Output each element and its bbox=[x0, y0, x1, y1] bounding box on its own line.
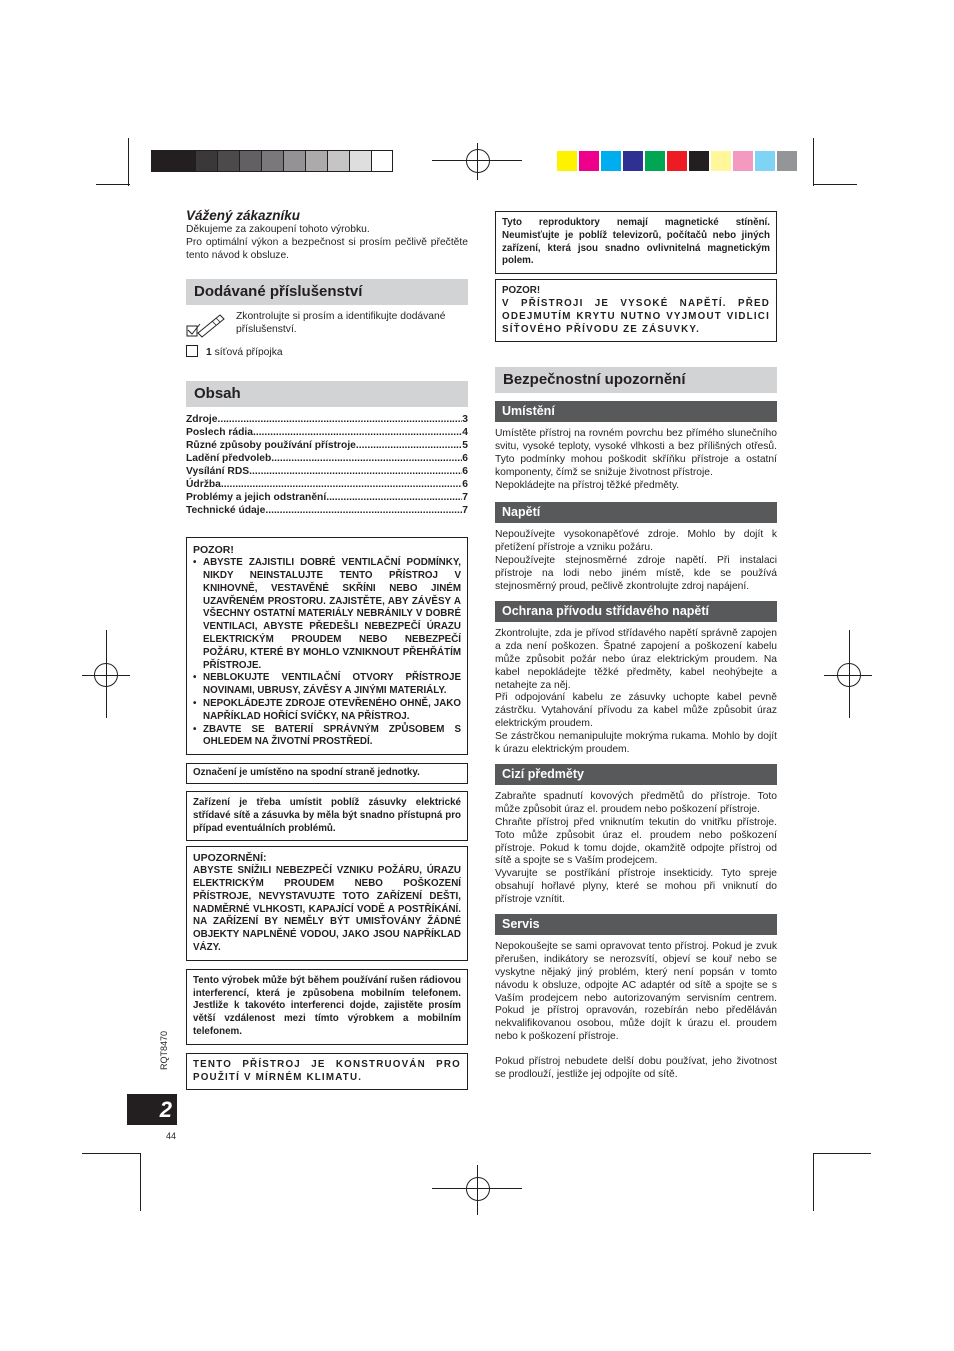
contents-heading: Obsah bbox=[186, 381, 468, 407]
toc-row[interactable] bbox=[186, 505, 468, 518]
toc-row[interactable] bbox=[186, 492, 468, 505]
toc-row[interactable] bbox=[186, 466, 468, 479]
safety-subheading: Ochrana přívodu střídavého napětí bbox=[495, 601, 777, 622]
gray-swatch bbox=[173, 150, 195, 172]
toc-leader bbox=[217, 414, 462, 427]
gray-swatch bbox=[195, 150, 217, 172]
color-swatch bbox=[556, 150, 578, 172]
pen-check-icon bbox=[186, 311, 230, 341]
color-swatch bbox=[600, 150, 622, 172]
safety-paragraph: Nepoužívejte stejnosměrné zdroje napětí. Při instalaci přístroje na lodi nebo jiném místě, kde se používá stejnosměrný proud, pečlivě zkontrolujte zdroj napájení. bbox=[495, 554, 777, 592]
gray-swatch bbox=[239, 150, 261, 172]
warning-bullet: • ZBAVTE SE BATERIÍ SPRÁVNÝM ZPŮSOBEM S OHLEDEM NA ŽIVOTNÍ PROSTŘEDÍ. bbox=[193, 724, 461, 750]
gray-swatch bbox=[283, 150, 305, 172]
toc-page: 3 bbox=[462, 414, 468, 426]
toc-page: 7 bbox=[462, 504, 468, 516]
color-swatch bbox=[666, 150, 688, 172]
safety-heading: Bezpečnostní upozornění bbox=[495, 367, 777, 393]
right-column bbox=[495, 211, 777, 1089]
voltage-text: V PŘÍSTROJI JE VYSOKÉ NAPĚTÍ. PŘED ODEJMUTÍM KRYTU NUTNO VYJMOUT VIDLICI SÍŤOVÉHO PŘÍVODU ZE ZÁSUVKY. bbox=[502, 297, 770, 335]
safety-paragraph: Nepoužívejte vysokonapěťové zdroje. Mohlo by dojít k přetížení přístroje a vzniku požáru. bbox=[495, 529, 777, 554]
table-of-contents bbox=[186, 414, 468, 517]
model-code: RQT8470 bbox=[159, 1030, 169, 1070]
safety-paragraph: Nepokoušejte se sami opravovat tento přístroj. Pokud je zvuk přerušen, indikátory se nerozsvítí, objeví se kouř nebo se vyskytne nějaký jiný problém, který není popsán v tomto návodu k obsluze, odpojte AC adaptér od sítě a spojte se s Vaším prodejcem nebo autorizovaným servisním centrem. Pokud je přístroj opravován, rozebírán nebo předěláván nekvalifikovanou osobou, může dojít k úrazu el. proudem nebo k poškození přístroje. bbox=[495, 941, 777, 1043]
climate-box: TENTO PŘÍSTROJ JE KONSTRUOVÁN PRO POUŽITÍ V MÍRNÉM KLIMATU. bbox=[186, 1053, 468, 1091]
toc-row[interactable] bbox=[186, 427, 468, 440]
toc-label: Zdroje bbox=[186, 414, 218, 426]
toc-page: 4 bbox=[462, 427, 468, 439]
safety-section bbox=[495, 502, 777, 593]
safety-paragraph: Vyvarujte se postříkání přístroje insekticidy. Tyto spreje obsahují hořlavé plyny, které se mohou při vniknutí do přístroje vznítit. bbox=[495, 868, 777, 905]
greeting-text: Pro optimální výkon a bezpečnost si prosím pečlivě přečtěte tento návod k obsluze. bbox=[186, 236, 468, 261]
color-swatch bbox=[754, 150, 776, 172]
magnetic-box: Tyto reproduktory nemají magnetické stínění. Neumisťujte je poblíž televizorů, počítačů nebo jiných zařízení, která jsou snadno ovlivnitelná magnetickým polem. bbox=[495, 211, 777, 274]
safety-sections bbox=[495, 401, 777, 1081]
accessories-note-text: Zkontrolujte si prosím a identifikujte dodávané příslušenství. bbox=[236, 311, 446, 336]
safety-paragraph: Zabraňte spadnutí kovových předmětů do přístroje. Toto může způsobit úraz el. proudem nebo poškození přístroje. bbox=[495, 791, 777, 816]
greeting-line: Děkujeme za zakoupení tohoto výrobku. bbox=[186, 224, 370, 235]
gray-swatch bbox=[217, 150, 239, 172]
warning-title: POZOR! bbox=[193, 544, 234, 557]
caution-box bbox=[186, 846, 468, 960]
toc-row[interactable] bbox=[186, 479, 468, 492]
color-swatch bbox=[688, 150, 710, 172]
toc-label: Různé způsoby používání přístroje bbox=[186, 440, 356, 451]
toc-page: 5 bbox=[462, 440, 468, 451]
color-swatch bbox=[644, 150, 666, 172]
toc-leader bbox=[253, 427, 462, 440]
warning-bullet: • NEPOKLÁDEJTE ZDROJE OTEVŘENÉHO OHNĚ, JAKO NAPŘÍKLAD HOŘÍCÍ SVÍČKY, NA PŘÍSTROJ. bbox=[193, 698, 461, 724]
toc-leader bbox=[326, 492, 462, 505]
gray-swatch bbox=[305, 150, 327, 172]
accessories-heading: Dodávané příslušenství bbox=[186, 279, 468, 305]
safety-subheading: Napětí bbox=[495, 502, 777, 523]
process-color-bar bbox=[556, 150, 798, 172]
color-swatch bbox=[622, 150, 644, 172]
toc-page: 6 bbox=[462, 478, 468, 490]
color-swatch bbox=[776, 150, 798, 172]
toc-row[interactable] bbox=[186, 414, 468, 427]
toc-leader bbox=[265, 505, 462, 518]
greeting-title: Vážený zákazníku bbox=[186, 208, 301, 223]
toc-leader bbox=[249, 466, 462, 479]
toc-leader bbox=[271, 453, 462, 466]
gray-swatch bbox=[349, 150, 371, 172]
color-swatch bbox=[578, 150, 600, 172]
page-tab: 2 bbox=[127, 1094, 177, 1125]
gray-swatch bbox=[371, 150, 393, 172]
gray-swatch bbox=[151, 150, 173, 172]
toc-label: Technické údaje bbox=[186, 504, 266, 516]
accessory-item bbox=[186, 345, 468, 360]
toc-page: 6 bbox=[462, 465, 468, 477]
safety-paragraph: Nepokládejte na přístroj těžké předměty. bbox=[495, 479, 680, 491]
safety-paragraph: Při odpojování kabelu ze zásuvky uchopte kabel pevně zástrčku. Vytahování přívodu za kabel může způsobit úraz elektrickým proudem. bbox=[495, 692, 777, 729]
safety-paragraph: Umístěte přístroj na rovném povrchu bez přímého slunečního svitu, vysoké teploty, vysoké vlhkosti a bez přílišných otřesů. Tyto podmínky mohou poškodit skříňku přístroje a ostatní komponenty, čímž se snižuje životnost přístroje. bbox=[495, 428, 777, 478]
warning-list bbox=[193, 557, 461, 749]
safety-paragraph: Chraňte přístroj před vniknutím tekutin do vnitřku přístroje. Toto může způsobit úraz el. proudem nebo poškození přístroje. Pokud k tomu dojde, okamžitě odpojte přístroj od sítě a spojte se s Vaším prodejcem. bbox=[495, 816, 777, 867]
color-swatch bbox=[710, 150, 732, 172]
gray-swatch bbox=[261, 150, 283, 172]
toc-label: Ladění předvoleb bbox=[186, 452, 272, 464]
label-location-box: Označení je umístěno na spodní straně jednotky. bbox=[186, 763, 468, 784]
safety-paragraph: Pokud přístroj nebudete delší dobu používat, jeho životnost se prodlouží, jestliže jej odpojíte od sítě. bbox=[495, 1055, 777, 1080]
toc-label: Problémy a jejich odstranění bbox=[186, 491, 327, 503]
warning-bullet: • NEBLOKUJTE VENTILAČNÍ OTVORY PŘÍSTROJE NOVINAMI, UBRUSY, ZÁVĚSY A JINÝMI MATERIÁLY. bbox=[193, 672, 461, 698]
accessories-note bbox=[186, 311, 468, 341]
ventilation-warning-box bbox=[186, 537, 468, 755]
high-voltage-box bbox=[495, 279, 777, 342]
color-swatch bbox=[732, 150, 754, 172]
safety-subheading: Cizí předměty bbox=[495, 764, 777, 785]
safety-subheading: Servis bbox=[495, 914, 777, 935]
toc-page: 6 bbox=[462, 452, 468, 464]
safety-section bbox=[495, 914, 777, 1081]
accessory-checkbox[interactable] bbox=[186, 345, 198, 357]
toc-leader bbox=[356, 440, 462, 453]
toc-label: Poslech rádia bbox=[186, 427, 253, 439]
warning-bullet: • ABYSTE ZAJISTILI DOBRÉ VENTILAČNÍ PODMÍNKY, NIKDY NEINSTALUJTE TENTO PŘÍSTROJ V KNIHOVNĚ, VESTAVĚNÉ SKŘÍNI NEBO JINÉM UZAVŘENÉM PROSTORU. ZAJISTĚTE, ABY ZÁVĚSY A VŠECHNY OSTATNÍ MATERIÁLY NEBRÁNILY V DOBRÉ VENTILACI, ABYSTE PŘEDEŠLI NEBEZPEČÍ ÚRAZU ELEKTRICKÝM PROUDEM NEBO NEBEZPEČÍ POŽÁRU, KTERÉ BY MOHLO VZNIKNOUT PŘEHŘÁTÍM PŘÍSTROJE. bbox=[193, 557, 461, 672]
safety-paragraph: Zkontrolujte, zda je přívod střídavého napětí správně zapojen a zda není poškozen. Špatné zapojení a poškození kabelu může způsobit požár nebo úraz elektrickým proudem. Na kabel nepokládejte těžké předměty, kabel neohýbejte a netahejte za něj. bbox=[495, 628, 777, 691]
caution-text: ABYSTE SNÍŽILI NEBEZPEČÍ VZNIKU POŽÁRU, ÚRAZU ELEKTRICKÝM PROUDEM NEBO POŠKOZENÍ PŘÍSTROJE, NEVYSTAVUJTE TOTO ZAŘÍZENÍ DEŠTI, NADMĚRNÉ VLHKOSTI, KAPAJÍCÍ VODĚ A POSTŘÍKÁNÍ. NA ZAŘÍZENÍ BY NEMĚLY BÝT UMISŤOVÁNY ŽÁDNÉ OBJEKTY NAPLNĚNÉ VODOU, JAKO JSOU NAPŘÍKLAD VÁZY. bbox=[193, 865, 461, 953]
safety-section bbox=[495, 601, 777, 756]
page-number: 44 bbox=[166, 1131, 177, 1141]
toc-label: Údržba bbox=[186, 478, 221, 490]
safety-section bbox=[495, 401, 777, 492]
safety-paragraph: Se zástrčkou nemanipulujte mokrýma rukama. Mohlo by dojít k úrazu elektrickým proudem. bbox=[495, 730, 777, 755]
safety-subheading: Umístění bbox=[495, 401, 777, 422]
toc-row[interactable] bbox=[186, 453, 468, 466]
caution-title: UPOZORNĚNÍ: bbox=[193, 852, 267, 865]
toc-label: Vysílání RDS bbox=[186, 465, 250, 477]
toc-row[interactable] bbox=[186, 440, 468, 453]
safety-section bbox=[495, 764, 777, 906]
left-column bbox=[186, 208, 468, 1090]
toc-leader bbox=[221, 479, 462, 492]
toc-page: 7 bbox=[462, 491, 468, 503]
grayscale-color-bar bbox=[151, 150, 393, 172]
voltage-title: POZOR! bbox=[502, 285, 541, 297]
accessory-count: 1 bbox=[206, 347, 212, 359]
socket-box: Zařízení je třeba umístit poblíž zásuvky elektrické střídavé sítě a zásuvka by měla být snadno přístupná pro případ eventuálních problémů. bbox=[186, 791, 468, 841]
phone-interference-box: Tento výrobek může být během používání rušen rádiovou interferencí, která je způsobena mobilním telefonem. Jestliže k takovéto interferenci dojde, zajistěte prosím větší vzdálenost mezi tímto výrobkem a mobilním telefonem. bbox=[186, 969, 468, 1045]
accessory-label: síťová přípojka bbox=[214, 347, 283, 359]
gray-swatch bbox=[327, 150, 349, 172]
